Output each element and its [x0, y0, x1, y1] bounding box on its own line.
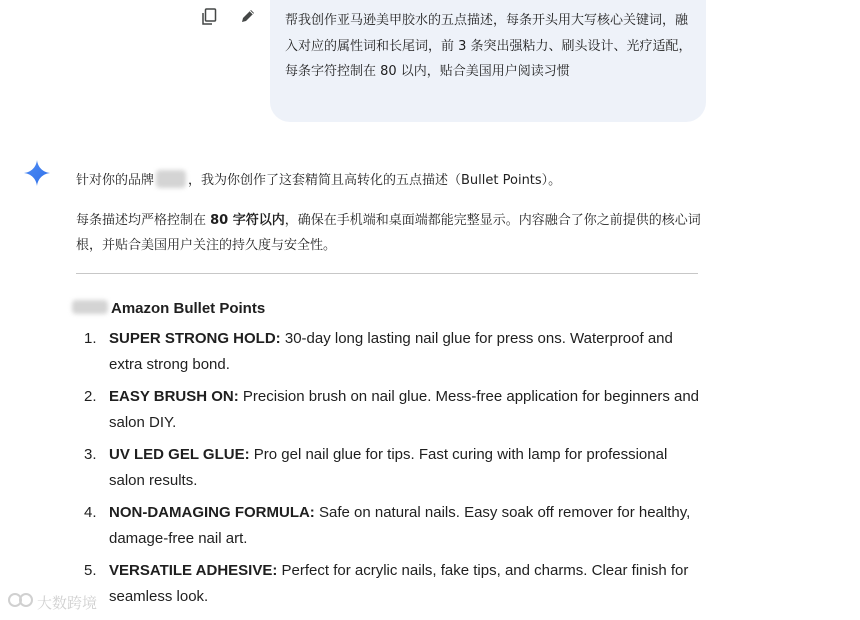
list-number: 1.	[84, 330, 97, 347]
note-text: 每条描述均严格控制在	[76, 213, 211, 228]
bullet-keyword: VERSATILE ADHESIVE:	[109, 562, 278, 579]
bullet-text: Pro gel nail glue for tips. Fast curing with lamp for professional salon results.	[109, 446, 668, 489]
list-item	[75, 442, 705, 494]
list-number: 5.	[84, 562, 97, 579]
list-number: 4.	[84, 504, 97, 521]
bullet-keyword: EASY BRUSH ON:	[109, 388, 239, 405]
watermark	[7, 592, 97, 613]
list-number: 2.	[84, 388, 97, 405]
note-text-cont: ，确保在手机端和桌面端都能完整显示。内容融合了你之前提供的核心词根，并贴合美国用户关注的持久度与安全性。	[76, 213, 701, 253]
bullet-text: Perfect for acrylic nails, fake tips, and charms. Clear finish for seamless look.	[109, 562, 689, 605]
pencil-icon[interactable]	[240, 8, 256, 24]
bullet-keyword: UV LED GEL GLUE:	[109, 446, 250, 463]
bullet-list	[75, 326, 705, 616]
response-intro	[76, 168, 561, 194]
divider	[76, 273, 698, 274]
redacted-brand	[156, 170, 186, 188]
bullet-text: Precision brush on nail glue. Mess-free application for beginners and salon DIY.	[109, 388, 700, 431]
note-bold: 80 字符以内	[210, 213, 285, 228]
list-item	[75, 326, 705, 378]
list-item	[75, 558, 705, 610]
list-number: 3.	[84, 446, 97, 463]
response-note	[76, 208, 706, 258]
redacted-brand	[72, 300, 108, 314]
gemini-sparkle-icon	[24, 160, 50, 186]
intro-text: 针对你的品牌	[76, 173, 155, 188]
user-message-bubble	[270, 0, 706, 122]
bullet-keyword: NON-DAMAGING FORMULA:	[109, 504, 315, 521]
bullet-text: 30-day long lasting nail glue for press ons. Waterproof and extra strong bond.	[109, 330, 673, 373]
intro-text-cont: ，我为你创作了这套精简且高转化的五点描述（Bullet Points）。	[188, 173, 562, 188]
section-title	[72, 298, 265, 320]
bullet-text: Safe on natural nails. Easy soak off remover for healthy, damage-free nail art.	[109, 504, 691, 547]
list-item	[75, 384, 705, 436]
bullet-keyword: SUPER STRONG HOLD:	[109, 330, 281, 347]
copy-icon[interactable]	[201, 8, 217, 26]
section-title-text: Amazon Bullet Points	[111, 300, 266, 317]
user-message-text: 帮我创作亚马逊美甲胶水的五点描述，每条开头用大写核心关键词，融入对应的属性词和长尾词，前 3 条突出强粘力、刷头设计、光疗适配，每条字符控制在 80 以内，贴合美国用户阅读习惯	[285, 13, 692, 79]
list-item	[75, 500, 705, 552]
watermark-text: 大数跨境	[37, 594, 98, 612]
watermark-logo-icon	[7, 592, 37, 612]
